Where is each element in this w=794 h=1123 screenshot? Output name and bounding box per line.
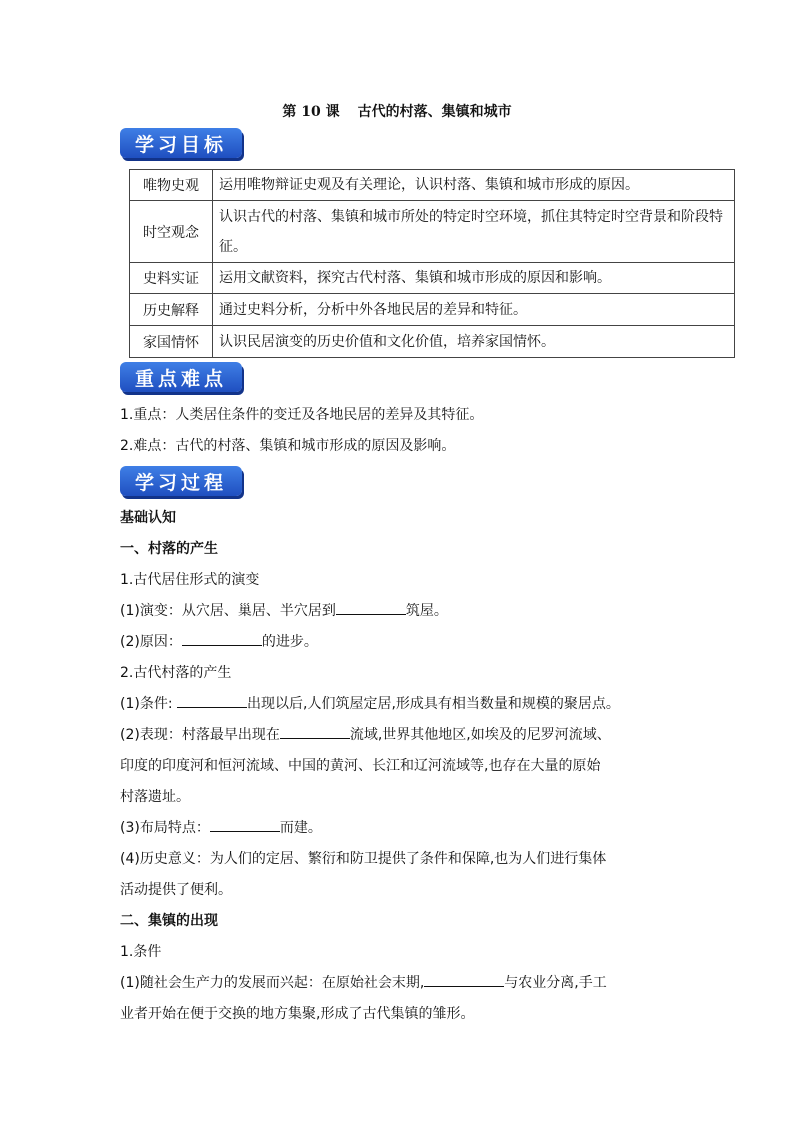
text: 的进步。: [261, 634, 318, 650]
item-1-1a: [120, 600, 448, 620]
fill-blank[interactable]: [177, 693, 247, 708]
goal-key: 历史解释: [130, 294, 213, 326]
goal-text: 通过史料分析，分析中外各地民居的差异和特征。: [213, 294, 735, 326]
item-1-2b: [120, 724, 611, 744]
item-1-2b-line3: 村落遗址。: [120, 789, 190, 805]
goal-key: 时空观念: [130, 201, 213, 263]
goal-text: 运用文献资料，探究古代村落、集镇和城市形成的原因和影响。: [213, 263, 735, 294]
item-1-2d-line2: 活动提供了便利。: [120, 882, 232, 898]
fill-blank[interactable]: [424, 972, 504, 987]
goal-text: 认识古代的村落、集镇和城市所处的特定时空环境，抓住其特定时空背景和阶段特征。: [213, 201, 735, 263]
section-2-title: 二、集镇的出现: [120, 913, 218, 929]
text: 出现以后,人们筑屋定居,形成具有相当数量和规模的聚居点。: [247, 696, 620, 712]
goal-key: 史料实证: [130, 263, 213, 294]
item-1-2: 2.古代村落的产生: [120, 665, 232, 681]
key-point-2: 2.难点：古代的村落、集镇和城市形成的原因及影响。: [120, 438, 456, 454]
item-1-2a: [120, 693, 620, 713]
table-row: [130, 263, 735, 294]
text: 与农业分离,手工: [504, 975, 607, 991]
goals-banner: 学习目标: [120, 128, 242, 158]
text: (2)表现：村落最早出现在: [120, 727, 280, 743]
text: (1)演变：从穴居、巢居、半穴居到: [120, 603, 336, 619]
text: 而建。: [279, 820, 322, 836]
text: (2)原因：: [120, 634, 182, 650]
fill-blank[interactable]: [210, 817, 280, 832]
key-points-banner: 重点难点: [120, 362, 242, 392]
goal-text: 认识民居演变的历史价值和文化价值，培养家国情怀。: [213, 326, 735, 358]
table-row: [130, 201, 735, 263]
fill-blank[interactable]: [280, 724, 350, 739]
table-row: [130, 170, 735, 201]
item-1-2b-line2: 印度的印度河和恒河流域、中国的黄河、长江和辽河流域等,也存在大量的原始: [120, 758, 601, 774]
item-1-1: 1.古代居住形式的演变: [120, 572, 260, 588]
item-1-2d: (4)历史意义：为人们的定居、繁衍和防卫提供了条件和保障,也为人们进行集体: [120, 851, 607, 867]
lesson-number: 第 10 课: [282, 104, 340, 120]
lesson-title: [0, 101, 794, 121]
item-2-1a-line2: 业者开始在便于交换的地方集聚,形成了古代集镇的雏形。: [120, 1006, 475, 1022]
fill-blank[interactable]: [182, 631, 262, 646]
text: (1)随社会生产力的发展而兴起：在原始社会末期,: [120, 975, 425, 991]
process-banner: 学习过程: [120, 466, 242, 496]
item-2-1a: [120, 972, 607, 992]
text: (3)布局特点：: [120, 820, 210, 836]
fill-blank[interactable]: [336, 600, 406, 615]
item-1-2c: [120, 817, 322, 837]
lesson-name: 古代的村落、集镇和城市: [357, 104, 512, 120]
goal-text: 运用唯物辩证史观及有关理论，认识村落、集镇和城市形成的原因。: [213, 170, 735, 201]
key-point-1: 1.重点：人类居住条件的变迁及各地民居的差异及其特征。: [120, 407, 484, 423]
goal-key: 家国情怀: [130, 326, 213, 358]
goal-key: 唯物史观: [130, 170, 213, 201]
table-row: [130, 326, 735, 358]
text: (1)条件:: [120, 696, 173, 712]
item-1-1b: [120, 631, 318, 651]
table-row: [130, 294, 735, 326]
text: 流域,世界其他地区,如埃及的尼罗河流域、: [349, 727, 611, 743]
goals-table: [129, 169, 735, 358]
item-2-1: 1.条件: [120, 944, 162, 960]
text: 筑屋。: [405, 603, 448, 619]
section-1-title: 一、村落的产生: [120, 541, 218, 557]
process-heading: 基础认知: [120, 510, 176, 526]
